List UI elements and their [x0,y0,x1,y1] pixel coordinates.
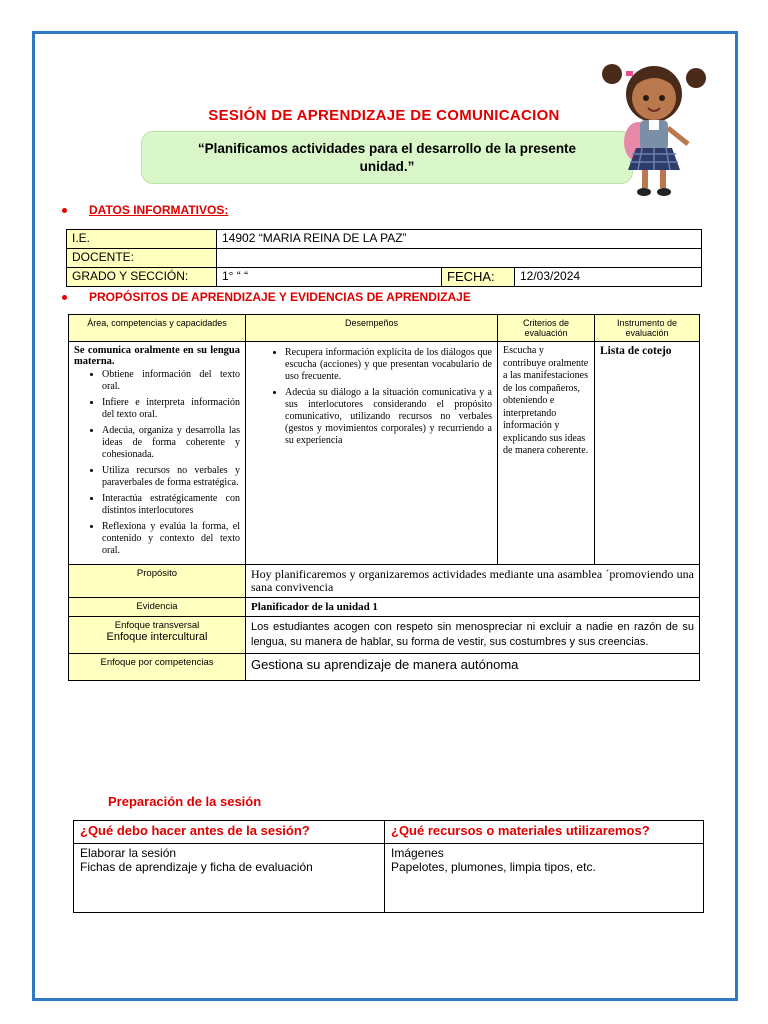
propositos-heading [62,290,471,304]
competencias-cell [69,342,246,565]
enfoque-competencias-value: Gestiona su aprendizaje de manera autónoma [246,654,700,681]
header-desempenos: Desempeños [246,315,498,342]
list-item: • Adecúa, organiza y desarrolla las ideas de forma coherente y cohesionada. [102,425,240,461]
datos-heading-text: DATOS INFORMATIVOS: [89,203,229,217]
list-item: • Utiliza recursos no verbales y paraverbales de forma estratégica. [102,465,240,489]
datos-heading [62,203,228,217]
preparacion-heading: Preparación de la sesión [108,794,262,809]
enfoque-transversal-sub: Enfoque intercultural [106,631,208,643]
bullet-icon [62,295,67,300]
proposito-value: Hoy planificaremos y organizaremos actividades mediante una asamblea ´promoviendo una sana convivencia [246,565,700,598]
session-subtitle-box [141,131,633,184]
evidencia-label: Evidencia [69,598,246,617]
propositos-heading-text: PROPÓSITOS DE APRENDIZAJE Y EVIDENCIAS DE APRENDIZAJE [89,290,471,304]
grado-label: GRADO Y SECCIÓN: [67,268,217,287]
proposito-label: Propósito [69,565,246,598]
list-item: • Interactúa estratégicamente con distintos interlocutores [102,493,240,517]
enfoque-transversal-label: Enfoque transversal [114,620,200,631]
list-item: • Reflexiona y evalúa la forma, el contenido y contexto del texto oral. [102,521,240,557]
session-subtitle: “Planificamos actividades para el desarrollo de la presente unidad.” [197,140,577,174]
desempenos-cell [246,342,498,565]
docente-label: DOCENTE: [67,249,217,268]
enfoque-competencias-label: Enfoque por competencias [69,654,246,681]
list-item: • Infiere e interpreta información del texto oral. [102,397,240,421]
bullet-icon [62,208,67,213]
list-item: • Adecúa su diálogo a la situación comunicativa y a sus interlocutores considerando el propósito comunicativo, utilizando recursos no verbales (gestos y movimientos corporales) y recurriendo a su experiencia [285,387,492,447]
evidencia-value: Planificador de la unidad 1 [246,598,700,617]
datos-table [66,229,702,287]
list-item: • Obtiene información del texto oral. [102,369,240,393]
preparacion-col1-header: ¿Qué debo hacer antes de la sesión? [74,821,385,844]
list-item: Elaborar la sesión [80,846,177,860]
capacidades-list [74,369,240,557]
preparacion-col2-cell [385,844,704,913]
schoolgirl-illustration [598,58,710,200]
page-title: SESIÓN DE APRENDIZAJE DE COMUNICACION [208,107,560,124]
grado-value: 1° “ “ [217,268,442,287]
preparacion-table [73,820,704,913]
list-item: • Recupera información explícita de los diálogos que escucha (acciones) y que presentan vocabulario de uso frecuente. [285,347,492,383]
header-instrumento: Instrumento de evaluación [595,315,700,342]
fecha-value: 12/03/2024 [515,268,702,287]
list-item: Imágenes [391,846,444,860]
criterios-cell: Escucha y contribuye oralmente a las manifestaciones de los compañeros, obteniendo e interpretando información y explicando sus ideas de manera coherente. [498,342,595,565]
fecha-label: FECHA: [442,268,515,287]
header-area: Área, competencias y capacidades [69,315,246,342]
enfoque-transversal-cell [69,617,246,654]
propositos-table [68,314,700,681]
ie-value: 14902 “MARIA REINA DE LA PAZ” [217,230,702,249]
ie-label: I.E. [67,230,217,249]
docente-value [217,249,702,268]
competencia-title: Se comunica oralmente en su lengua materna. [74,345,240,367]
instrumento-cell: Lista de cotejo [595,342,700,565]
list-item: Papelotes, plumones, limpia tipos, etc. [391,860,596,874]
header-criterios: Criterios de evaluación [498,315,595,342]
enfoque-transversal-value: Los estudiantes acogen con respeto sin menospreciar ni excluir a nadie en razón de su lengua, su manera de hablar, su forma de vestir, sus costumbres y sus creencias. [246,617,700,654]
preparacion-col2-header: ¿Qué recursos o materiales utilizaremos? [385,821,704,844]
desempenos-list [251,347,492,447]
list-item: Fichas de aprendizaje y ficha de evaluación [80,860,313,874]
preparacion-col1-cell [74,844,385,913]
